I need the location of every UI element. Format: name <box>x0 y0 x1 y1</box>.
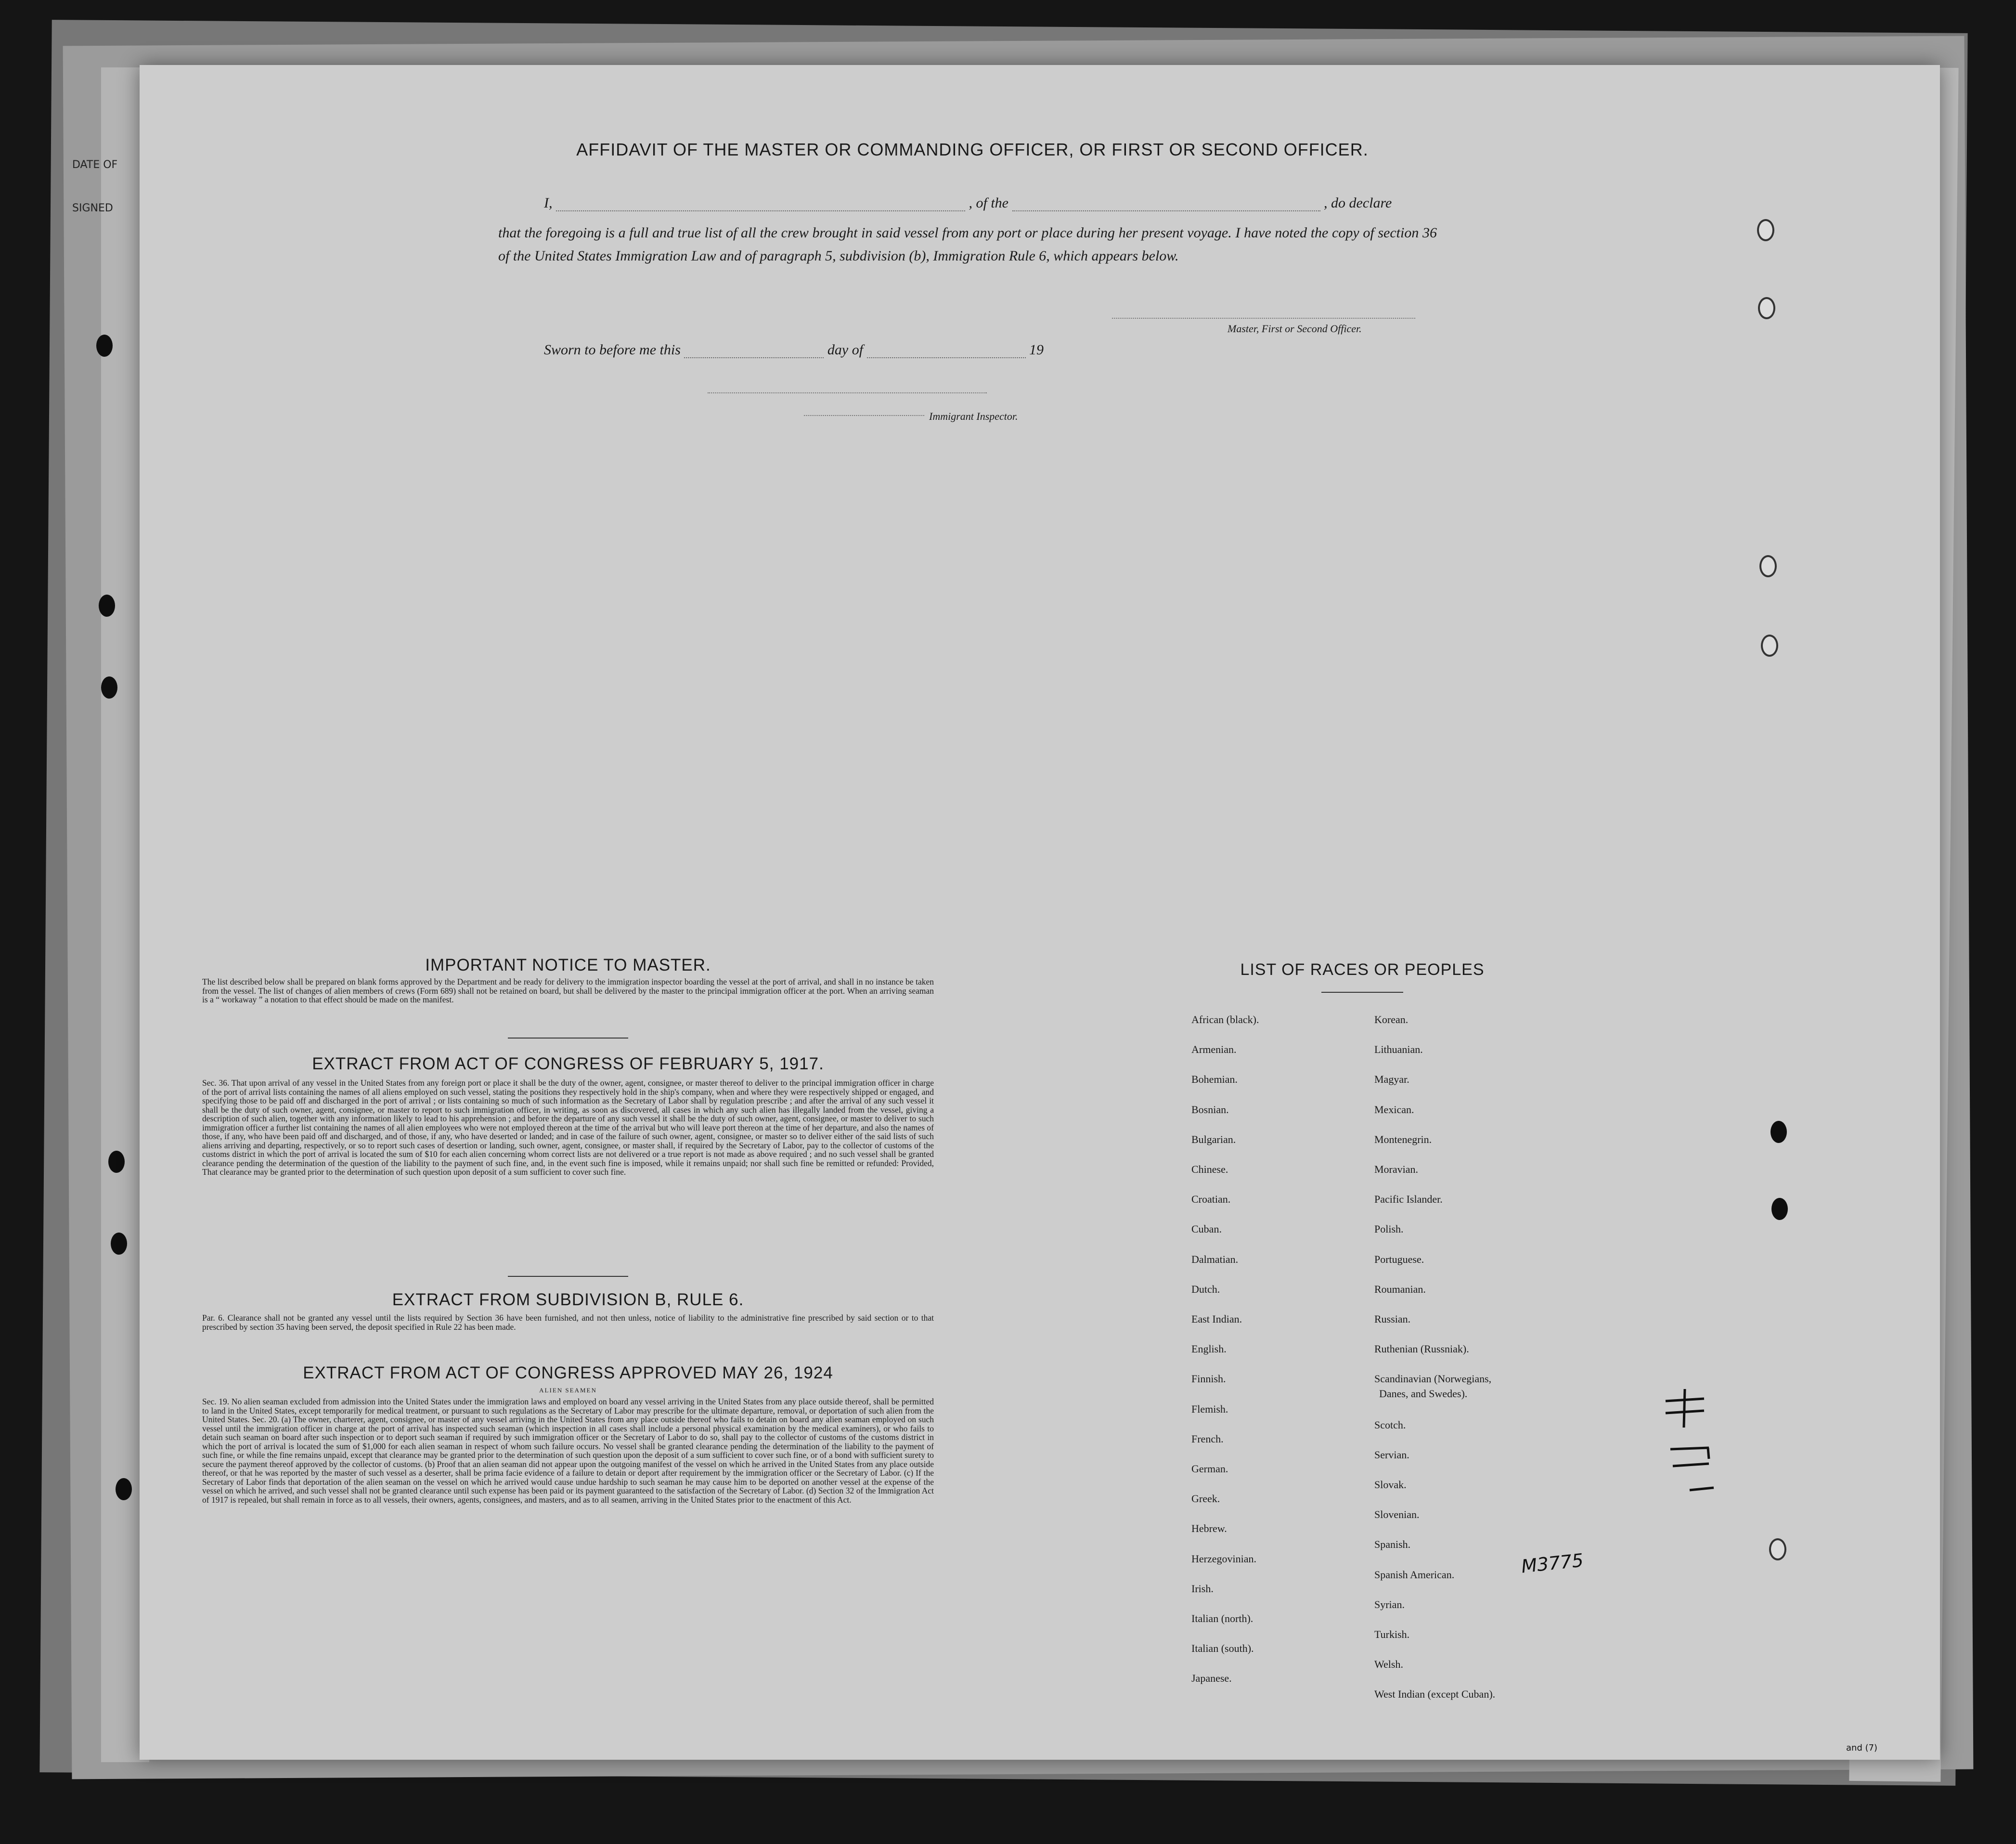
race-item: Irish. <box>1191 1582 1214 1595</box>
race-item: Hebrew. <box>1191 1522 1227 1535</box>
race-item: Dalmatian. <box>1191 1253 1239 1265</box>
race-item: Spanish. <box>1374 1538 1411 1551</box>
race-item: Japanese. <box>1191 1672 1232 1685</box>
extract-1924-title: EXTRACT FROM ACT OF CONGRESS APPROVED MAY 26, 1924 <box>303 1364 833 1382</box>
signature-caption: Master, First or Second Officer. <box>1228 323 1362 335</box>
race-item: Lithuanian. <box>1374 1043 1423 1056</box>
race-item: Italian (south). <box>1191 1642 1254 1655</box>
handwritten-number: M3775 <box>1520 1549 1585 1577</box>
race-item: Russian. <box>1374 1313 1411 1325</box>
race-item: West Indian (except Cuban). <box>1374 1688 1496 1701</box>
race-item: Magyar. <box>1374 1073 1409 1086</box>
race-item: French. <box>1191 1432 1224 1445</box>
punch-hole <box>1771 1198 1788 1220</box>
of-the-label: , of the <box>969 195 1008 211</box>
race-item: Danes, and Swedes). <box>1379 1387 1468 1400</box>
race-item: Pacific Islander. <box>1374 1193 1443 1206</box>
race-item: Finnish. <box>1191 1373 1226 1385</box>
race-item: German. <box>1191 1463 1228 1475</box>
extract-rule6-title: EXTRACT FROM SUBDIVISION B, RULE 6. <box>392 1290 744 1309</box>
inspector-line <box>804 415 924 416</box>
signature-line <box>1112 318 1415 319</box>
punch-hole <box>96 335 113 357</box>
punch-hole <box>1759 555 1777 577</box>
race-item: Turkish. <box>1374 1628 1410 1640</box>
race-item: Armenian. <box>1191 1043 1237 1056</box>
extract-rule6-text: Par. 6. Clearance shall not be granted any vessel until the lists required by Section 36 have been furnished, and not then unless, notice of liability to the administrative fine prescribed by said section or to that prescribed by section 35 having been served, the deposit specified in Rule 22 has been made. <box>202 1313 934 1332</box>
extract-1924-subtitle: ALIEN SEAMEN <box>539 1387 597 1394</box>
punch-hole <box>116 1478 132 1500</box>
race-item: Korean. <box>1374 1013 1409 1026</box>
race-item: Bosnian. <box>1191 1103 1229 1116</box>
punch-hole <box>101 676 117 699</box>
race-item: Cuban. <box>1191 1223 1222 1235</box>
race-item: Greek. <box>1191 1493 1220 1505</box>
sworn-prefix: Sworn to before me this <box>544 342 681 358</box>
vessel-name-blank <box>1012 199 1320 211</box>
race-item: English. <box>1191 1343 1227 1355</box>
bottom-right-edge-text: and (7) <box>1846 1743 1878 1753</box>
race-item: Chinese. <box>1191 1163 1228 1175</box>
extract-1924-text: Sec. 19. No alien seaman excluded from admission into the United States under the immigration laws and employed on board any vessel arriving in the United States from any place outside thereof, shall be permitted to land in the United States, except temporarily for medical treatment, or pursuant to such regulations as the Secretary of Labor may prescribe for the ultimate departure, removal, or deportation of such alien from the United States. Sec. 20. (a) The owner, charterer, agent, consignee, or master of any vessel arriving in the United States from any place outside thereof who fails to detain on board any alien seaman employed on such vessel until the immigration officer in charge at the port of arrival has inspected such seaman (which inspection in all cases shall include a personal physical examination by the medical examiners), or who fails to detain such seaman on board after such inspection or to deport such seaman if required by such immigration officer or the Secretary of Labor to do so, shall pay to the collector of customs of the customs district in which the port of arrival is located the sum of $1,000 for each alien seaman in respect of whom such failure occurs. No vessel shall be granted clearance pending the determination of the liability to the payment of such fine, or while the fine remains unpaid, except that clearance may be granted prior to the determination of such question upon the deposit of a sum sufficient to cover such fine, or of a bond with sufficient surety to secure the payment thereof approved by the collector of customs. (b) Proof that an alien seaman did not appear upon the outgoing manifest of the vessel on which he arrived in the United States from any place outside thereof, or that he was reported by the master of such vessel as a deserter, shall be prima facie evidence of a failure to detain or deport after requirement by the immigration officer or the Secretary of Labor. (c) If the Secretary of Labor finds that deportation of the alien seaman on the vessel on which he arrived would cause undue hardship to such seaman he may cause him to be deported on another vessel at the expense of the vessel on which he arrived, and such vessel shall not be granted clearance until such expense has been paid or its payment guaranteed to the satisfaction of the Secretary of Labor. (d) Section 32 of the Immigration Act of 1917 is repealed, but shall remain in force as to all vessels, their owners, agents, consignees, and masters, and as to all seamen, arriving in the United States prior to the enactment of this Act. <box>202 1397 934 1505</box>
race-item: Welsh. <box>1374 1658 1403 1671</box>
punch-hole <box>111 1233 127 1255</box>
punch-hole <box>1758 297 1775 319</box>
affidavit-declaration-line <box>544 195 1392 211</box>
race-item: Scotch. <box>1374 1418 1406 1431</box>
declarant-prefix: I, <box>544 195 553 211</box>
manifest-page <box>140 65 1940 1760</box>
race-item: Montenegrin. <box>1374 1133 1432 1145</box>
race-item: Roumanian. <box>1374 1283 1426 1295</box>
notice-title: IMPORTANT NOTICE TO MASTER. <box>425 956 711 974</box>
sworn-month-blank <box>867 346 1026 358</box>
punch-hole <box>1761 635 1778 657</box>
race-item: Syrian. <box>1374 1598 1405 1610</box>
handwritten-marks <box>1656 1387 1728 1502</box>
sworn-year: 19 <box>1029 342 1044 358</box>
sworn-line <box>544 342 1044 358</box>
sworn-day-of: day of <box>827 342 864 358</box>
declare-label: , do declare <box>1324 195 1392 211</box>
extract-1917-text: Sec. 36. That upon arrival of any vessel in the United States from any foreign port or place it shall be the duty of the owner, agent, consignee, or master thereof to deliver to the principal immigration officer in charge of the port of arrival lists containing the names of all aliens employed on such vessel, stating the positions they respectively hold in the ship's company, when and where they were respectively shipped or engaged, and specifying those to be paid off and discharged in the port of arrival ; or lists containing so much of such information as the Secretary of Labor shall by regulation prescribe ; and after the arrival of any such vessel it shall be the duty of such owner, agent, consignee, or master to report to such immigration officer, in writing, as soon as discovered, all cases in which any such alien has illegally landed from the vessel, giving a description of such alien, together with any information likely to lead to his apprehension ; and before the departure of any such vessel it shall be the duty of such owner, agent, consignee, or master to deliver to such immigration officer a further list containing the names of all alien employees who were not employed thereon at the time of the arrival but who will leave port thereon at the time of her departure, and also the names of those, if any, who have been paid off and discharged, and of those, if any, who have deserted or landed; and in case of the failure of such owner, agent, consignee, or master so to deliver either of the said lists of such aliens arriving and departing, respectively, or so to report such cases of desertion or landing, such owner, agent, consignee, or master shall, if required by the Secretary of Labor, pay to the collector of customs of the customs district in which the port of arrival is located the sum of $10 for each alien concerning whom correct lists are not delivered or a true report is not made as above required ; and no such vessel shall be granted clearance pending the determination of the question of the liability to the payment of such fine, and, in the event such fine is imposed, while it remains unpaid; nor shall such fine be remitted or refunded: Provided, That clearance may be granted prior to the determination of such question upon deposit of a sum sufficient to cover such fine. <box>202 1078 934 1177</box>
race-item: Herzegovinian. <box>1191 1552 1256 1565</box>
race-item: Bulgarian. <box>1191 1133 1236 1145</box>
race-item: Slovak. <box>1374 1479 1407 1491</box>
race-item: Flemish. <box>1191 1402 1228 1415</box>
divider <box>508 1276 628 1277</box>
race-item: Ruthenian (Russniak). <box>1374 1343 1469 1355</box>
divider <box>1321 992 1403 993</box>
race-item: Servian. <box>1374 1448 1409 1461</box>
punch-hole <box>1757 219 1774 241</box>
race-item: Moravian. <box>1374 1163 1419 1175</box>
race-item: Scandinavian (Norwegians, <box>1374 1373 1492 1385</box>
sworn-day-blank <box>684 346 824 358</box>
extract-1917-title: EXTRACT FROM ACT OF CONGRESS OF FEBRUARY 5, 1917. <box>312 1054 824 1073</box>
punch-hole <box>1769 1538 1786 1560</box>
punch-hole <box>108 1151 125 1173</box>
race-item: East Indian. <box>1191 1313 1242 1325</box>
race-item: African (black). <box>1191 1013 1259 1026</box>
affidavit-paragraph: that the foregoing is a full and true list of all the crew brought in said vessel from any port or place during her present voyage. I have noted the copy of section 36 of the United States Immigration Law and of paragraph 5, subdivision (b), Immigration Rule 6, which appears below. <box>498 225 1437 264</box>
race-item: Mexican. <box>1374 1103 1414 1116</box>
race-item: Croatian. <box>1191 1193 1231 1206</box>
race-item: Slovenian. <box>1374 1508 1420 1521</box>
inspector-line <box>708 392 987 393</box>
race-item: Bohemian. <box>1191 1073 1238 1086</box>
race-item: Polish. <box>1374 1223 1404 1235</box>
notice-text: The list described below shall be prepared on blank forms approved by the Department and be ready for delivery to the immigration inspector boarding the vessel at the port of arrival, and shall in no instance be taken from the vessel. The list of changes of alien members of crews (Form 689) shall not be retained on board, but shall be delivered by the master to the principal immigration officer at the port. When an arriving seaman is a “ workaway ” a notation to that effect should be made on the manifest. <box>202 977 934 1004</box>
inspector-caption: Immigrant Inspector. <box>929 410 1018 422</box>
races-title: LIST OF RACES OR PEOPLES <box>1240 961 1485 979</box>
declarant-name-blank <box>556 199 965 211</box>
race-item: Dutch. <box>1191 1283 1220 1295</box>
left-tab-label: DATE OF <box>72 159 118 171</box>
punch-hole <box>99 595 115 617</box>
punch-hole <box>1770 1121 1787 1143</box>
left-tab-label: SIGNED <box>72 202 113 214</box>
race-item: Portuguese. <box>1374 1253 1424 1265</box>
race-item: Spanish American. <box>1374 1568 1455 1581</box>
affidavit-title: AFFIDAVIT OF THE MASTER OR COMMANDING OFFICER, OR FIRST OR SECOND OFFICER. <box>576 140 1369 159</box>
divider <box>508 1038 628 1039</box>
race-item: Italian (north). <box>1191 1612 1254 1624</box>
